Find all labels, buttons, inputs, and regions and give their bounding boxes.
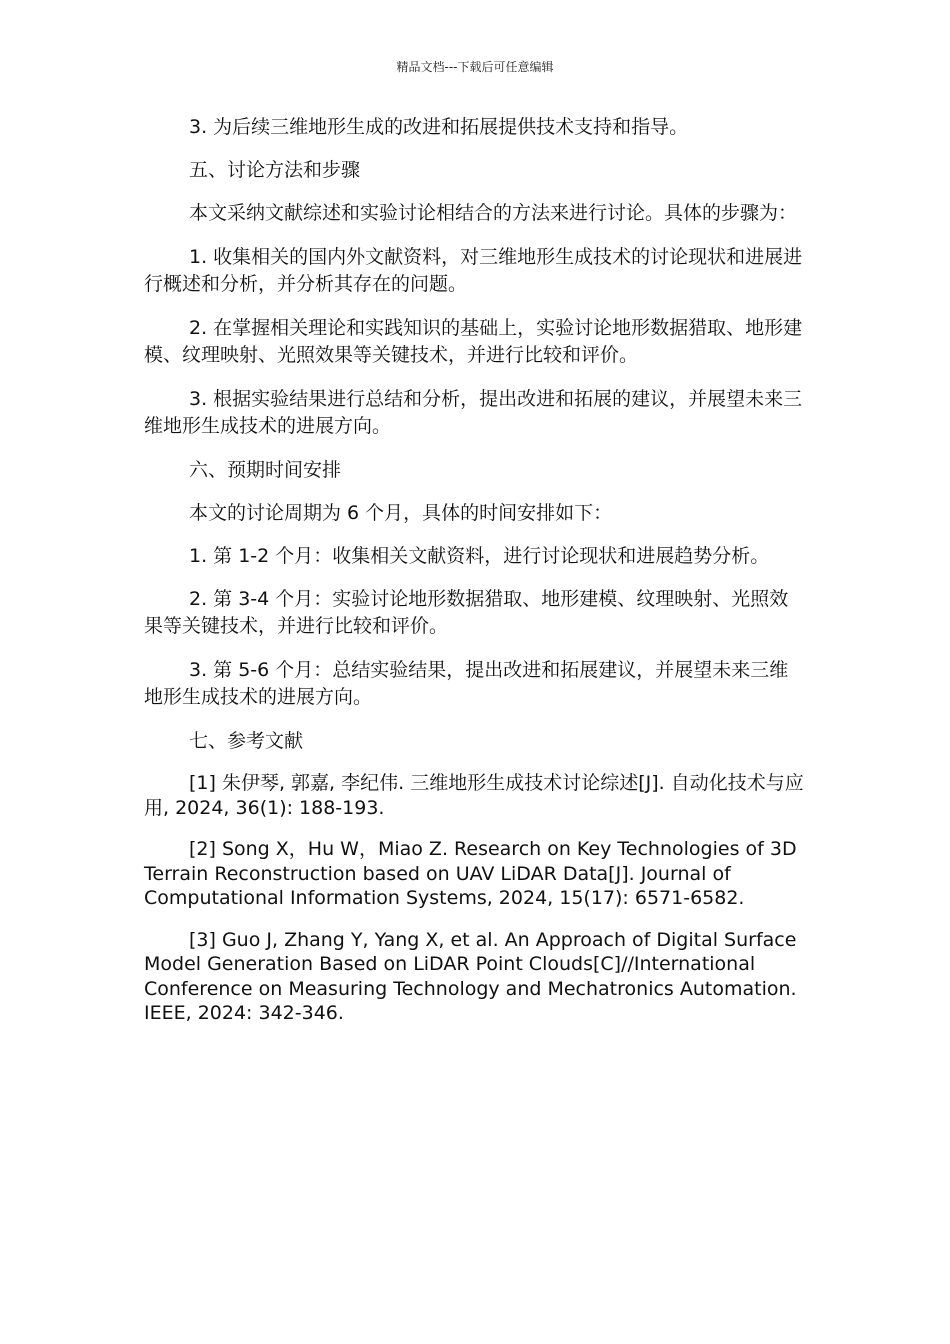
section-heading-references: 七、参考文献 <box>189 730 304 752</box>
method-step-1: 1. 收集相关的国内外文献资料，对三维地形生成技术的讨论现状和进展进行概述和分析，并分析其存在的问题。 <box>144 246 803 295</box>
page-header: 精品文档---下载后可任意编辑 <box>396 60 554 74</box>
reference-item-1: [1] 朱伊琴, 郭嘉, 李纪伟. 三维地形生成技术讨论综述[J]. 自动化技术与应用, 2024, 36(1): 188-193. <box>144 772 804 819</box>
method-step-2: 2. 在掌握相关理论和实践知识的基础上，实验讨论地形数据猎取、地形建模、纹理映射、光照效果等关键技术，并进行比较和评价。 <box>144 317 803 366</box>
schedule-item-3: 3. 第 5-6 个月：总结实验结果，提出改进和拓展建议，并展望未来三维地形生成技术的进展方向。 <box>144 659 789 708</box>
document-body <box>144 114 806 1043</box>
schedule-item-2: 2. 第 3-4 个月：实验讨论地形数据猎取、地形建模、纹理映射、光照效果等关键技术，并进行比较和评价。 <box>144 588 789 637</box>
list-item-goal-3: 3. 为后续三维地形生成的改进和拓展提供技术支持和指导。 <box>189 116 689 138</box>
method-step-3: 3. 根据实验结果进行总结和分析，提出改进和拓展的建议，并展望未来三维地形生成技术的进展方向。 <box>144 388 803 437</box>
methods-intro: 本文采纳文献综述和实验讨论相结合的方法来进行讨论。具体的步骤为： <box>189 202 798 224</box>
schedule-item-1: 1. 第 1-2 个月：收集相关文献资料，进行讨论现状和进展趋势分析。 <box>189 545 770 567</box>
section-heading-schedule: 六、预期时间安排 <box>189 459 342 481</box>
reference-item-3: [3] Guo J, Zhang Y, Yang X, et al. An Approach of Digital Surface Model Generation Based on LiDAR Point Clouds[C]//International Conference on Measuring Technology and Mechatronics Automation. IEEE, 2024: 342-346. <box>144 928 797 1024</box>
section-heading-methods: 五、讨论方法和步骤 <box>189 159 361 181</box>
reference-item-2: [2] Song X，Hu W，Miao Z. Research on Key Technologies of 3D Terrain Reconstruction based on UAV LiDAR Data[J]. Journal of Computational Information Systems, 2024, 15(17): 6571-6582. <box>144 838 797 909</box>
schedule-intro: 本文的讨论周期为 6 个月，具体的时间安排如下： <box>189 502 613 524</box>
